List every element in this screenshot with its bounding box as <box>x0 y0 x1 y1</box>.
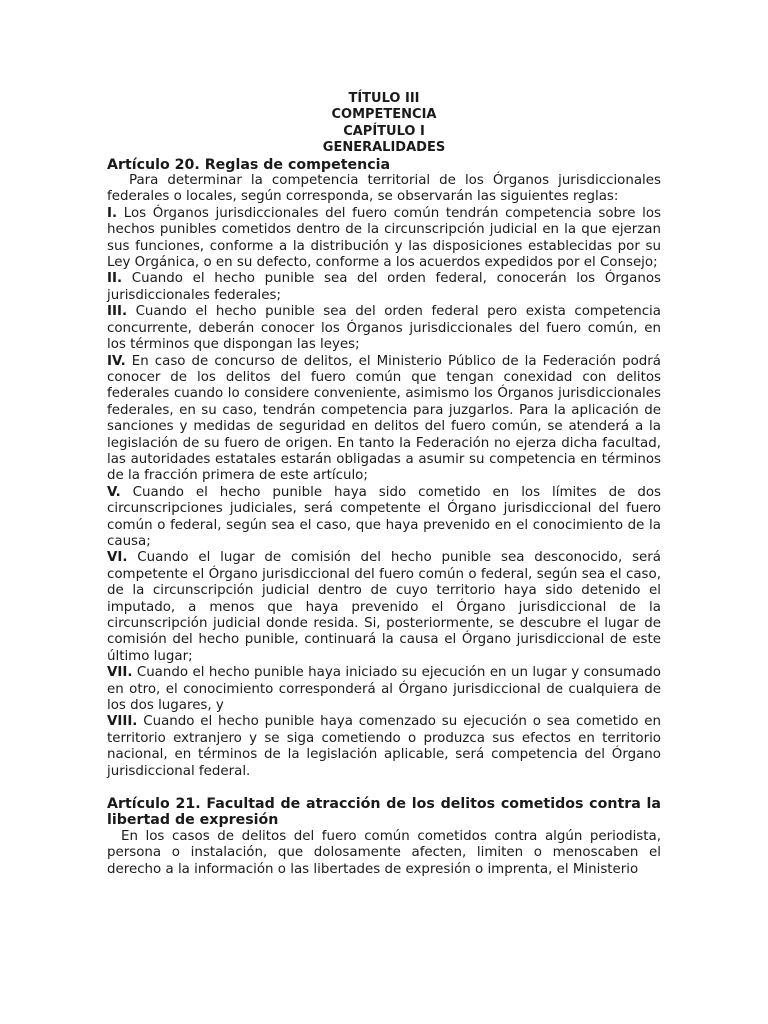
item-number: VII. <box>107 665 133 681</box>
article-20-item-4 <box>107 354 661 485</box>
item-text: Cuando el lugar de comisión del hecho punible sea desconocido, será competente el Órgano jurisdiccional del fuero común o federal, según sea el caso, de la circunscripción judicial dentro de cuyo territorio haya sido detenido el imputado, a menos que haya prevenido el Órgano jurisdiccional de la circunscripción judicial donde resida. Si, posteriormente, se descubre el lugar de comisión del hecho punible, continuará la causa el Órgano jurisdiccional de este último lugar; <box>107 550 661 664</box>
title-heading: TÍTULO III <box>348 91 420 106</box>
chapter-heading: CAPÍTULO I <box>343 123 425 139</box>
article-20-item-3 <box>107 304 661 353</box>
subtitle-heading: COMPETENCIA <box>331 107 437 123</box>
item-text: Cuando el hecho punible haya sido cometido en los límites de dos circunscripciones judiciales, será competente el Órgano jurisdiccional del fuero común o federal, según sea el caso, que haya prevenido en el conocimiento de la causa; <box>107 484 661 549</box>
article-20-item-1 <box>107 206 661 272</box>
item-number: IV. <box>107 353 126 369</box>
item-number: II. <box>107 271 123 287</box>
article-20-item-8 <box>107 714 661 780</box>
article-20-item-2 <box>107 271 661 304</box>
item-text: Cuando el hecho punible haya iniciado su ejecución en un lugar y consumado en otro, el conocimiento corresponderá al Órgano jurisdiccional de cualquiera de los dos lugares, y <box>107 665 661 714</box>
article-20-intro: Para determinar la competencia territorial de los Órganos jurisdiccionales federales o locales, según corresponda, se observarán las siguientes reglas: <box>107 173 661 205</box>
article-20-item-5 <box>107 485 661 551</box>
item-text: Los Órganos jurisdiccionales del fuero común tendrán competencia sobre los hechos punibles cometidos dentro de la circunscripción judicial en la que ejerzan sus funciones, conforme a la distribución y las disposiciones establecidas por su Ley Orgánica, o en su defecto, conforme a los acuerdos expedidos por el Consejo; <box>107 205 661 271</box>
item-text: Cuando el hecho punible haya comenzado su ejecución o sea cometido en territorio extranjero y se siga cometiendo o produzca sus efectos en territorio nacional, en términos de la legislación aplicable, será competencia del Órgano jurisdiccional federal. <box>107 714 661 779</box>
item-number: VIII. <box>107 714 138 730</box>
article-21-intro: En los casos de delitos del fuero común cometidos contra algún periodista, persona o instalación, que dolosamente afecten, limiten o menoscaben el derecho a la información o las libertades de expresión o imprenta, el Ministerio <box>107 828 661 877</box>
item-number: III. <box>107 304 128 320</box>
article-21-title: Artículo 21. Facultad de atracción de los delitos cometidos contra la libertad de expresión <box>107 796 661 829</box>
article-20-title: Artículo 20. Reglas de competencia <box>107 156 391 173</box>
item-number: V. <box>107 484 121 500</box>
article-20-item-6 <box>107 550 661 665</box>
item-number: I. <box>107 205 118 221</box>
article-20-item-7 <box>107 665 661 714</box>
item-text: Cuando el hecho punible sea del orden federal, conocerán los Órganos jurisdiccionales federales; <box>107 271 661 303</box>
item-text: Cuando el hecho punible sea del orden federal pero exista competencia concurrente, deberán conocer los Órganos jurisdiccionales del fuero común, en los términos que dispongan las leyes; <box>107 304 661 353</box>
item-text: En caso de concurso de delitos, el Ministerio Público de la Federación podrá conocer de los delitos del fuero común que tengan conexidad con delitos federales cuando lo considere conveniente, asimismo los Órganos jurisdiccionales federales, en su caso, tendrán competencia para juzgarlos. Para la aplicación de sanciones y medidas de seguridad en delitos del fuero común, se atenderá a la legislación de su fuero de origen. En tanto la Federación no ejerza dicha facultad, las autoridades estatales estarán obligadas a asumir su competencia en términos de la fracción primera de este artículo; <box>107 353 661 484</box>
item-number: VI. <box>107 550 128 566</box>
chapter-name-heading: GENERALIDADES <box>322 140 446 156</box>
